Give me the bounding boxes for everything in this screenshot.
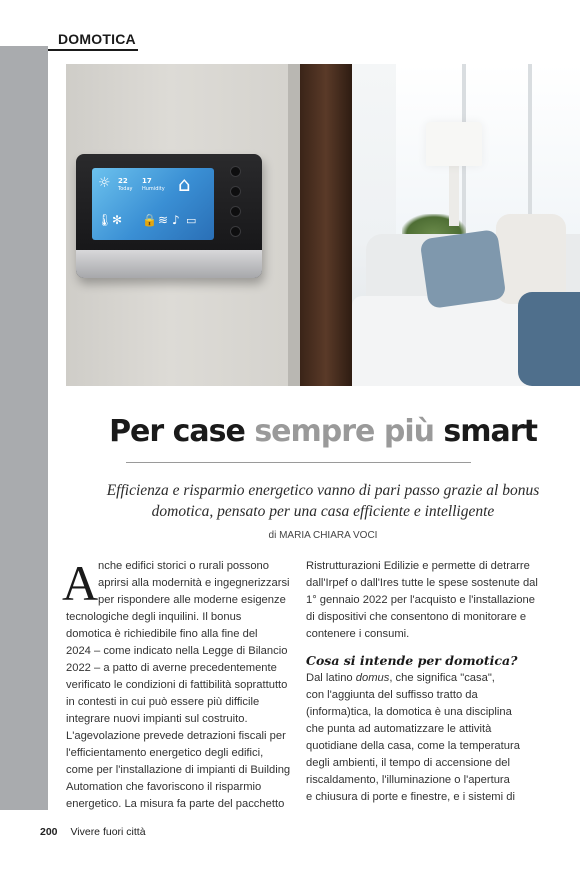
music-icon: ♪: [172, 213, 180, 227]
home-icon: ⌂: [178, 172, 191, 196]
body-line: energetico. La misura fa parte del pacchetto: [66, 798, 285, 810]
body-line: in contesti in cui può essere più difficile: [66, 696, 260, 708]
body-line: 2022 – a patto di averne precedentemente: [66, 662, 277, 674]
section-label: DOMOTICA: [58, 31, 136, 47]
body-line: che punta ad automatizzare le attività: [306, 723, 492, 735]
thermometer-icon: 🌡: [97, 213, 113, 227]
thermostat-button: [230, 206, 241, 217]
page-footer: [40, 826, 146, 838]
wifi-icon: ≋: [158, 213, 169, 227]
body-line: 1° gennaio 2022 per l'acquisto e l'installazione: [306, 594, 535, 606]
photo-cushion: [518, 292, 580, 386]
article-subhead: Cosa si intende per domotica?: [306, 653, 518, 668]
body-line: contenere i consumi.: [306, 628, 410, 640]
photo-cushion: [496, 214, 566, 304]
body-line: aprirsi alla modernità e ingegnerizzarsi: [98, 577, 290, 589]
deck-line: domotica, pensato per una casa efficiente e intelligente: [151, 503, 495, 520]
body-text-italic: domus: [355, 672, 390, 684]
photo-cushion: [420, 229, 507, 309]
thermostat-button: [230, 186, 241, 197]
screen-temp: 22: [118, 177, 128, 185]
body-line: riscaldamento, l'illuminazione o l'apertura: [306, 774, 510, 786]
title-part-1: Per case: [109, 414, 245, 449]
body-line: di dispositivi che consentono di monitorare e: [306, 611, 527, 623]
body-line: Ristrutturazioni Edilizie e permette di detrarre: [306, 560, 530, 572]
screen-humidity-unit: Humidity: [142, 186, 165, 192]
body-text: Dal latino: [306, 672, 356, 684]
body-text: , che significa "casa",: [389, 672, 495, 684]
thermostat-button: [230, 226, 241, 237]
thermostat-button: [230, 166, 241, 177]
photo-lamp-shade: [426, 122, 482, 166]
deck-line: Efficienza e risparmio energetico vanno di pari passo grazie al bonus: [106, 482, 540, 499]
body-line: verificato le condizioni di fattibilità soprattutto: [66, 679, 288, 691]
photo-lamp-base: [449, 166, 459, 226]
side-strip-top-cut: [0, 0, 48, 46]
body-line: con l'aggiunta del suffisso tratto da: [306, 689, 478, 701]
fan-icon: ✻: [112, 213, 123, 227]
body-line: come per l'installazione di impianti di Building: [66, 764, 291, 776]
body-line: L'agevolazione prevede detrazioni fiscali per: [66, 730, 286, 742]
body-line: 2024 – come indicato nella Legge di Bilancio: [66, 645, 288, 657]
lock-icon: 🔒: [142, 213, 157, 227]
photo-thermostat-base: [76, 250, 262, 278]
body-line: domotica è richiedibile fino alla fine del: [66, 628, 258, 640]
sun-icon: ☼: [98, 175, 111, 191]
screen-humidity: 17: [142, 177, 152, 185]
camera-icon: ▭: [186, 214, 197, 227]
body-line: l'efficientamento energetico degli edifici,: [66, 747, 264, 759]
article-deck: [66, 480, 580, 522]
body-line: (informa)tica, la domotica è una disciplina: [306, 706, 512, 718]
title-rule: [126, 462, 471, 463]
body-line: Automation che favoriscono il risparmio: [66, 781, 262, 793]
body-line: [306, 670, 526, 687]
page-number: 200: [40, 826, 58, 838]
body-line: quotidiane della casa, come la temperatura: [306, 740, 520, 752]
section-underline: [48, 49, 138, 51]
body-column-left: [66, 558, 290, 813]
magazine-name: Vivere fuori città: [70, 826, 146, 838]
byline: di MARIA CHIARA VOCI: [268, 530, 378, 541]
body-line: per rispondere alle moderne esigenze: [98, 594, 286, 606]
body-line: integrare nuovi impianti sul costruito.: [66, 713, 248, 725]
hero-photo: [66, 64, 580, 386]
article-title: [66, 414, 580, 449]
photo-door-frame: [300, 64, 352, 386]
body-line: e chiusura di porte e finestre, e i sistemi di: [306, 791, 515, 803]
side-color-strip: [0, 0, 48, 810]
body-line: tecnologiche degli inquilini. Il bonus: [66, 611, 242, 623]
title-part-3: smart: [443, 414, 537, 449]
title-part-2: sempre più: [254, 414, 434, 449]
body-line: nche edifici storici o rurali possono: [98, 560, 270, 572]
photo-wall-edge: [288, 64, 300, 386]
body-line: dall'Irpef o dall'Ires tutte le spese sostenute dal: [306, 577, 538, 589]
body-column-right: [306, 558, 538, 806]
drop-cap: A: [62, 555, 99, 611]
body-line: degli ambienti, il tempo di accensione del: [306, 757, 510, 769]
screen-temp-unit: Today: [118, 186, 133, 192]
